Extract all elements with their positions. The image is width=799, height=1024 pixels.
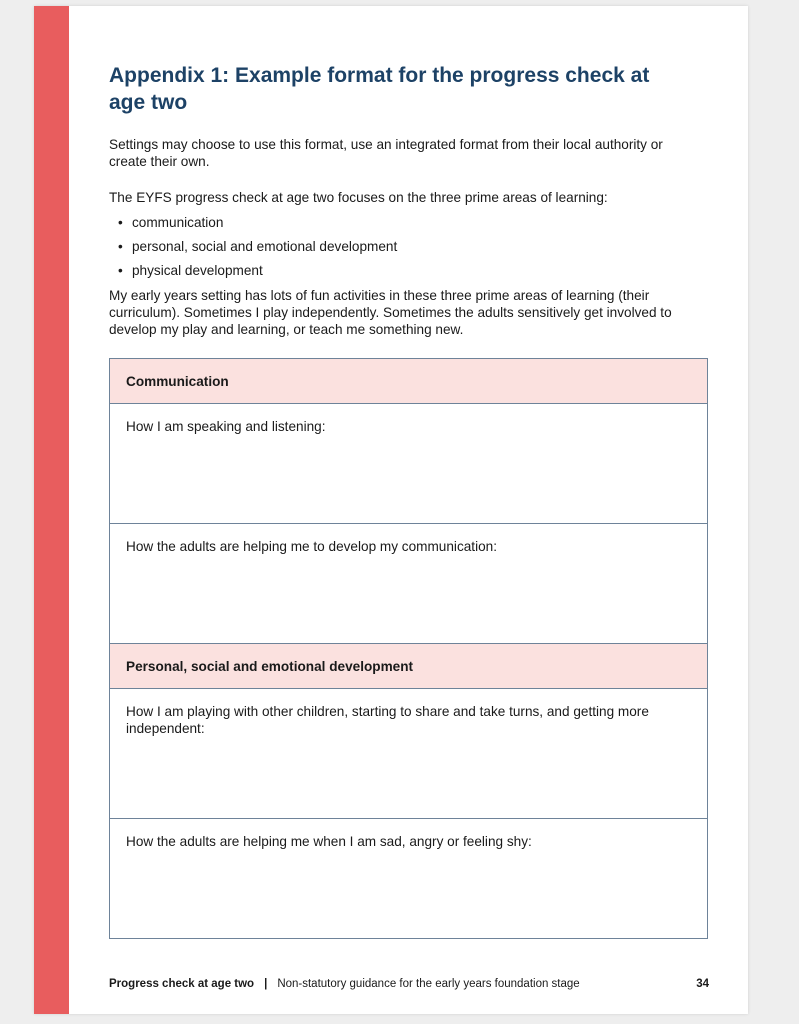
list-item: • physical development: [109, 259, 709, 283]
accent-side-bar: [34, 6, 69, 1014]
footer-subtitle: Non-statutory guidance for the early years foundation stage: [277, 978, 580, 990]
bullet-icon: •: [118, 263, 123, 278]
section-header-communication: Communication: [110, 359, 708, 404]
speaking-listening-field[interactable]: [110, 404, 708, 524]
bullet-icon: •: [118, 239, 123, 254]
communication-support-field[interactable]: [110, 524, 708, 644]
emotional-support-field[interactable]: [110, 819, 708, 939]
field-label: How I am speaking and listening:: [126, 419, 326, 434]
prime-areas-list: [109, 211, 709, 283]
page-number: 34: [696, 978, 709, 990]
setting-paragraph: My early years setting has lots of fun activities in these three prime areas of learning (their curriculum). Sometimes I play independently. Sometimes the adults sensitively get involved to develop my play and learning, or teach me something new.: [109, 288, 672, 337]
page-footer: [109, 978, 709, 990]
progress-check-form: [109, 358, 708, 939]
intro-paragraph: Settings may choose to use this format, use an integrated format from their local authority or create their own.: [109, 137, 663, 169]
field-label: How the adults are helping me when I am sad, angry or feeling shy:: [126, 834, 532, 849]
list-item: • communication: [109, 211, 709, 235]
field-label: How I am playing with other children, starting to share and take turns, and getting more independent:: [126, 704, 649, 736]
bullet-icon: •: [118, 215, 123, 230]
section-header-personal-social: Personal, social and emotional development: [110, 644, 708, 689]
footer-doc-title: Progress check at age two: [109, 978, 255, 990]
footer-separator: |: [264, 978, 268, 990]
list-item: • personal, social and emotional development: [109, 235, 709, 259]
page-content: [109, 6, 709, 338]
document-page: [34, 6, 748, 1014]
page-title: Appendix 1: Example format for the progress check at age two: [109, 64, 650, 114]
focus-paragraph: The EYFS progress check at age two focuses on the three prime areas of learning:: [109, 190, 608, 205]
playing-with-others-field[interactable]: [110, 689, 708, 819]
field-label: How the adults are helping me to develop my communication:: [126, 539, 498, 554]
